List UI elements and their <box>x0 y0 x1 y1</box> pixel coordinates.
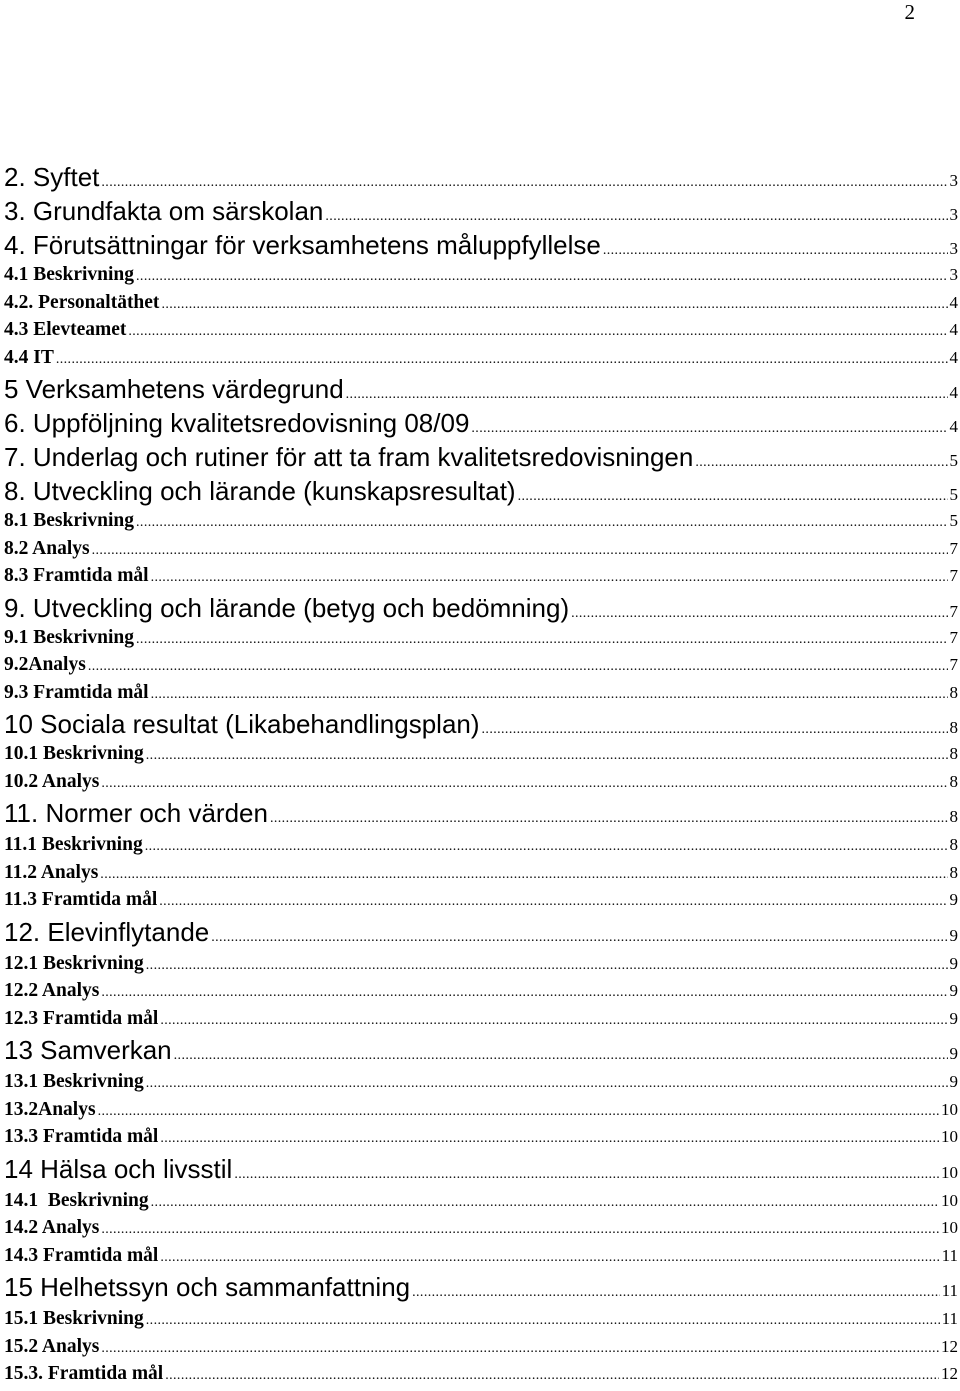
toc-entry-title: 15.3. Framtida mål <box>4 1363 164 1384</box>
dot-leader <box>518 489 948 505</box>
dot-leader <box>412 1285 940 1301</box>
toc-entry[interactable] <box>4 565 958 593</box>
toc-entry-page: 4 <box>949 320 958 339</box>
toc-entry-page: 7 <box>949 566 958 585</box>
toc-entry[interactable] <box>4 682 958 710</box>
dot-leader <box>151 570 948 586</box>
dot-leader <box>101 1222 939 1238</box>
toc-entry-page: 8 <box>949 682 958 702</box>
toc-entry[interactable] <box>4 1126 958 1154</box>
toc-entry-title: 11.2 Analys <box>4 861 99 883</box>
toc-entry-page: 7 <box>949 538 958 558</box>
toc-entry-page: 9 <box>949 1072 958 1091</box>
dot-leader <box>101 175 947 191</box>
dot-leader <box>165 1368 939 1384</box>
toc-entry-title: 13 Samverkan <box>4 1035 172 1065</box>
dot-leader <box>136 269 947 285</box>
dot-leader <box>128 324 947 340</box>
dot-leader <box>56 352 948 368</box>
dot-leader <box>325 209 947 225</box>
toc-entry-title: 11. Normer och värden <box>4 798 268 828</box>
toc-entry[interactable] <box>4 1008 958 1036</box>
dot-leader <box>270 811 948 827</box>
dot-leader <box>151 687 948 703</box>
dot-leader <box>145 839 948 855</box>
toc-entry[interactable] <box>4 654 958 682</box>
toc-entry-page: 3 <box>949 265 958 284</box>
toc-entry-title: 13.3 Framtida mål <box>4 1126 159 1147</box>
toc-entry-page: 9 <box>949 1008 958 1028</box>
toc-entry[interactable] <box>4 771 958 799</box>
toc-entry-page: 3 <box>949 205 958 224</box>
toc-entry-title: 2. Syftet <box>4 162 100 192</box>
toc-entry-title: 4.4 IT <box>4 346 54 368</box>
toc-entry[interactable] <box>4 1217 958 1245</box>
toc-entry[interactable] <box>4 162 958 196</box>
dot-leader <box>151 1195 939 1211</box>
toc-entry[interactable] <box>4 1363 958 1391</box>
toc-entry-title: 15 Helhetssyn och sammanfattning <box>4 1272 411 1302</box>
toc-entry[interactable] <box>4 510 958 538</box>
toc-entry-page: 4 <box>949 292 958 312</box>
dot-leader <box>136 515 947 531</box>
toc-entry-page: 10 <box>941 1127 958 1146</box>
dot-leader <box>234 1167 939 1183</box>
dot-leader <box>146 958 948 974</box>
toc-entry-title: 7. Underlag och rutiner för att ta fram kvalitetsredovisningen <box>4 442 694 472</box>
toc-entry-title: 8.1 Beskrivning <box>4 510 135 531</box>
toc-entry-page: 9 <box>949 925 958 945</box>
dot-leader <box>695 455 947 471</box>
toc-entry-title: 14 Hälsa och livsstil <box>4 1153 233 1184</box>
toc-entry-title: 11.3 Framtida mål <box>4 889 158 910</box>
toc-entry-page: 7 <box>949 655 958 674</box>
toc-entry-title: 9.3 Framtida mål <box>4 681 149 703</box>
toc-entry-page: 8 <box>949 718 958 737</box>
toc-entry-page: 9 <box>949 981 958 1000</box>
dot-leader <box>160 1013 947 1029</box>
toc-entry-page: 11 <box>941 1281 958 1300</box>
toc-entry-title: 4. Förutsättningar för verksamhetens måluppfyllelse <box>4 230 601 260</box>
toc-entry[interactable] <box>4 743 958 771</box>
toc-entry[interactable] <box>4 264 958 292</box>
toc-entry[interactable] <box>4 374 958 408</box>
dot-leader <box>211 930 947 946</box>
dot-leader <box>136 632 947 648</box>
toc-entry-page: 7 <box>949 601 958 621</box>
toc-entry-page: 11 <box>941 1309 958 1328</box>
toc-entry-page: 10 <box>941 1099 958 1119</box>
toc-entry[interactable] <box>4 709 958 743</box>
dot-leader <box>100 867 947 883</box>
toc-entry-title: 10 Sociala resultat (Likabehandlingsplan) <box>4 709 480 739</box>
toc-entry-page: 8 <box>949 835 958 854</box>
toc-entry-title: 8.2 Analys <box>4 537 90 559</box>
toc-entry[interactable] <box>4 230 958 264</box>
toc-entry-title: 14.3 Framtida mål <box>4 1244 159 1266</box>
toc-entry[interactable] <box>4 834 958 862</box>
toc-entry[interactable] <box>4 798 958 834</box>
page-number: 2 <box>904 0 915 24</box>
toc-entry[interactable] <box>4 953 958 981</box>
toc-entry[interactable] <box>4 1071 958 1099</box>
toc-entry-page: 8 <box>949 807 958 826</box>
toc-entry-page: 11 <box>941 1245 958 1265</box>
dot-leader <box>146 1313 940 1329</box>
toc-entry-title: 9.1 Beskrivning <box>4 626 135 648</box>
toc-entry-title: 10.2 Analys <box>4 770 100 792</box>
toc-entry[interactable] <box>4 408 958 442</box>
toc-entry-page: 3 <box>949 239 958 258</box>
toc-entry-page: 10 <box>941 1162 958 1182</box>
dot-leader <box>88 659 948 675</box>
dot-leader <box>160 1131 939 1147</box>
toc-entry-page: 5 <box>949 485 958 504</box>
toc-entry-title: 4.2. Personaltäthet <box>4 291 160 313</box>
toc-entry-page: 10 <box>941 1218 958 1237</box>
toc-entry-title: 6. Uppföljning kvalitetsredovisning 08/09 <box>4 408 470 438</box>
toc-entry[interactable] <box>4 476 958 510</box>
dot-leader <box>160 1250 939 1266</box>
toc-entry[interactable] <box>4 1190 958 1218</box>
toc-entry[interactable] <box>4 593 958 627</box>
dot-leader <box>346 387 948 403</box>
toc-entry-title: 8. Utveckling och lärande (kunskapsresultat) <box>4 476 516 506</box>
toc-entry[interactable] <box>4 1336 958 1364</box>
dot-leader <box>603 243 948 259</box>
toc-entry-title: 14.2 Analys <box>4 1217 100 1238</box>
toc-entry[interactable] <box>4 1035 958 1071</box>
toc-entry-page: 8 <box>949 862 958 882</box>
toc-entry[interactable] <box>4 862 958 890</box>
toc-entry-page: 4 <box>949 417 958 436</box>
toc-entry-page: 7 <box>949 627 958 647</box>
toc-entry[interactable] <box>4 917 958 953</box>
toc-entry-title: 10.1 Beskrivning <box>4 743 144 764</box>
toc-entry-page: 10 <box>941 1190 958 1210</box>
toc-entry-title: 12.3 Framtida mål <box>4 1007 159 1029</box>
toc-entry-page: 4 <box>949 383 958 402</box>
toc-entry-page: 8 <box>949 771 958 791</box>
table-of-contents <box>4 162 958 1391</box>
toc-entry[interactable] <box>4 347 958 375</box>
toc-entry[interactable] <box>4 292 958 320</box>
toc-entry-page: 12 <box>941 1364 958 1383</box>
dot-leader <box>101 985 947 1001</box>
toc-entry[interactable] <box>4 1245 958 1273</box>
toc-entry[interactable] <box>4 889 958 917</box>
toc-entry[interactable] <box>4 1154 958 1190</box>
dot-leader <box>146 1076 948 1092</box>
dot-leader <box>92 543 948 559</box>
toc-entry[interactable] <box>4 1099 958 1127</box>
toc-entry-page: 9 <box>949 953 958 973</box>
toc-entry[interactable] <box>4 1272 958 1308</box>
toc-entry-title: 8.3 Framtida mål <box>4 565 149 586</box>
toc-entry-page: 9 <box>949 1044 958 1063</box>
toc-entry[interactable] <box>4 1308 958 1336</box>
toc-entry-page: 3 <box>949 171 958 190</box>
toc-entry-page: 12 <box>941 1336 958 1356</box>
dot-leader <box>571 606 947 622</box>
dot-leader <box>101 1341 939 1357</box>
toc-entry-page: 8 <box>949 744 958 763</box>
dot-leader <box>159 894 947 910</box>
toc-entry-title: 14.1 Beskrivning <box>4 1189 149 1211</box>
toc-entry-page: 4 <box>949 347 958 367</box>
dot-leader <box>101 776 947 792</box>
toc-entry-title: 13.1 Beskrivning <box>4 1071 144 1092</box>
toc-entry[interactable] <box>4 627 958 655</box>
toc-entry-title: 12.1 Beskrivning <box>4 952 144 974</box>
toc-entry[interactable] <box>4 196 958 230</box>
toc-entry-title: 9. Utveckling och lärande (betyg och bedömning) <box>4 592 570 623</box>
toc-entry-title: 5 Verksamhetens värdegrund <box>4 374 344 404</box>
toc-entry-title: 15.2 Analys <box>4 1335 100 1357</box>
toc-entry-title: 4.3 Elevteamet <box>4 319 127 340</box>
toc-entry[interactable] <box>4 538 958 566</box>
dot-leader <box>174 1048 948 1064</box>
toc-entry[interactable] <box>4 319 958 347</box>
toc-entry-title: 15.1 Beskrivning <box>4 1308 144 1329</box>
dot-leader <box>471 421 947 437</box>
toc-entry[interactable] <box>4 442 958 476</box>
toc-entry-title: 3. Grundfakta om särskolan <box>4 196 324 226</box>
toc-entry-title: 9.2Analys <box>4 654 86 675</box>
dot-leader <box>482 722 948 738</box>
dot-leader <box>146 748 948 764</box>
toc-entry-title: 12. Elevinflytande <box>4 916 210 947</box>
toc-entry-title: 12.2 Analys <box>4 980 100 1001</box>
toc-entry-page: 9 <box>949 890 958 909</box>
toc-entry-page: 5 <box>949 511 958 530</box>
toc-entry-title: 13.2Analys <box>4 1098 96 1120</box>
dot-leader <box>161 297 947 313</box>
toc-entry-page: 5 <box>949 451 958 470</box>
toc-entry-title: 4.1 Beskrivning <box>4 264 135 285</box>
toc-entry[interactable] <box>4 980 958 1008</box>
toc-entry-title: 11.1 Beskrivning <box>4 834 143 855</box>
dot-leader <box>98 1104 939 1120</box>
